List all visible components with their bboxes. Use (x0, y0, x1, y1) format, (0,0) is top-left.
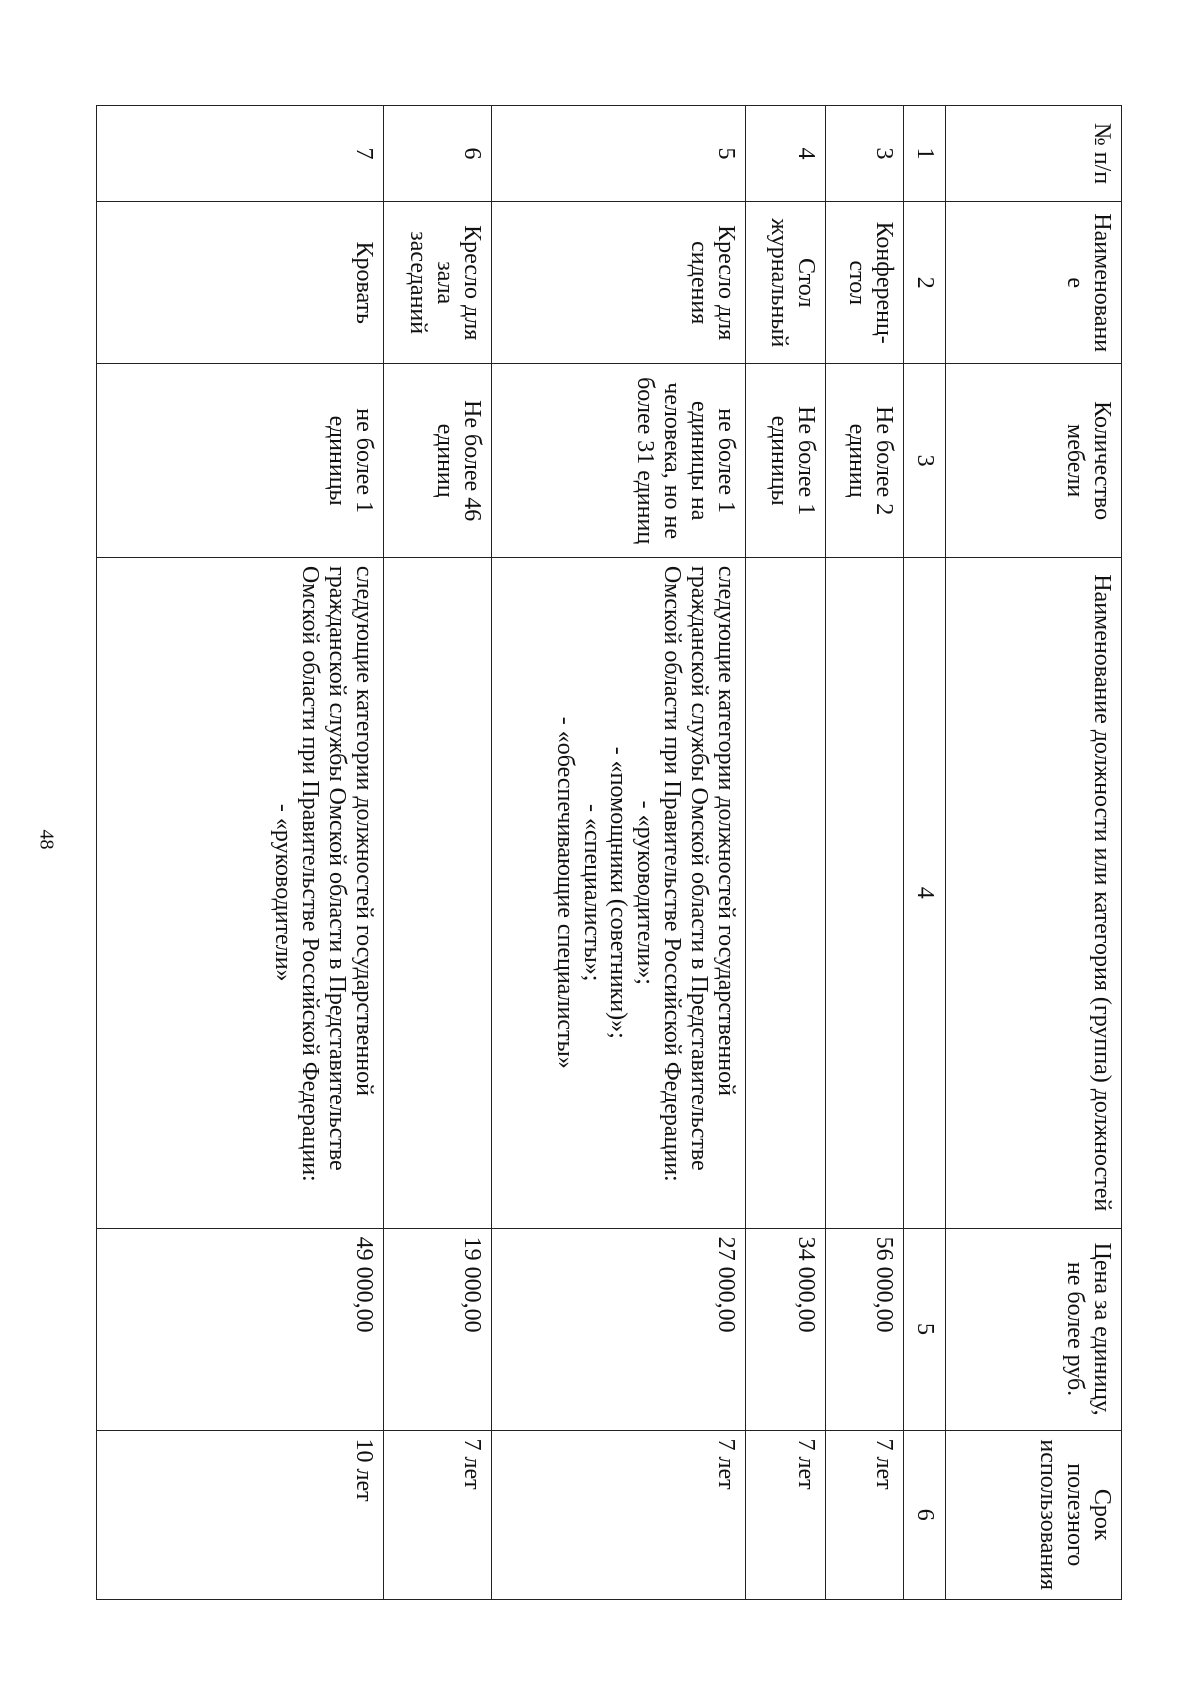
row-category-items (270, 566, 297, 1220)
row-name: Кресло для сидения (492, 202, 746, 364)
row-category-item: - «помощники (советники)»; (605, 746, 632, 1039)
numbering-cell: 1 (904, 106, 946, 202)
row-price: 56 000,00 (826, 1228, 904, 1430)
table-body (97, 106, 904, 1600)
row-price: 27 000,00 (492, 1228, 746, 1430)
row-category (384, 557, 492, 1228)
row-quantity: не более 1 единицы (97, 364, 384, 557)
row-category-items (551, 566, 659, 1220)
header-term: Срок полезного использования (946, 1430, 1122, 1599)
table-row (384, 106, 492, 1600)
row-term: 10 лет (97, 1430, 384, 1599)
row-quantity: Не более 1 единицы (746, 364, 826, 557)
header-name: Наименовани е (946, 202, 1122, 364)
row-category-lead: следующие категории должностей государственной гражданской службы Омской области в Представительстве Омской области при Правительстве Российской Федерации: (659, 565, 739, 1182)
row-quantity: Не более 2 единиц (826, 364, 904, 557)
row-category-item: - «специалисты»; (578, 804, 605, 982)
row-category (746, 557, 826, 1228)
row-price: 49 000,00 (97, 1228, 384, 1430)
furniture-norms-table (96, 105, 1122, 1600)
rotated-table (176, 105, 1122, 1600)
row-term: 7 лет (492, 1430, 746, 1599)
numbering-cell: 6 (904, 1430, 946, 1599)
numbering-cell: 5 (904, 1228, 946, 1430)
row-num: 7 (97, 106, 384, 202)
row-num: 6 (384, 106, 492, 202)
row-quantity: не более 1 единицы на человека, но не более 31 единиц (492, 364, 746, 557)
row-name: Кровать (97, 202, 384, 364)
row-category-item: - «обеспечивающие специалисты» (551, 716, 578, 1069)
row-term: 7 лет (384, 1430, 492, 1599)
row-term: 7 лет (826, 1430, 904, 1599)
table-row (826, 106, 904, 1600)
table-row (97, 106, 384, 1600)
row-category (492, 557, 746, 1228)
row-category-item: - «руководители»; (632, 800, 659, 985)
row-quantity: Не более 46 единиц (384, 364, 492, 557)
table-row (746, 106, 826, 1600)
numbering-cell: 3 (904, 364, 946, 557)
header-row (946, 106, 1122, 1600)
row-price: 34 000,00 (746, 1228, 826, 1430)
row-category-lead: следующие категории должностей государственной гражданской службы Омской области в Представительстве Омской области при Правительстве Российской Федерации: (297, 565, 377, 1182)
row-category (97, 557, 384, 1228)
numbering-cell: 2 (904, 202, 946, 364)
row-num: 5 (492, 106, 746, 202)
row-name: Стол журнальный (746, 202, 826, 364)
numbering-row (904, 106, 946, 1600)
row-name: Кресло для зала заседаний (384, 202, 492, 364)
row-num: 4 (746, 106, 826, 202)
row-name: Конференц-стол (826, 202, 904, 364)
page-number: 48 (35, 829, 58, 850)
header-num: № п/п (946, 106, 1122, 202)
row-price: 19 000,00 (384, 1228, 492, 1430)
numbering-cell: 4 (904, 557, 946, 1228)
row-category (826, 557, 904, 1228)
table-container (176, 105, 1122, 1600)
header-quantity: Количество мебели (946, 364, 1122, 557)
table-row (492, 106, 746, 1600)
header-category: Наименование должности или категория (группа) должностей (946, 557, 1122, 1228)
row-term: 7 лет (746, 1430, 826, 1599)
row-category-item: - «руководители» (270, 803, 297, 982)
row-num: 3 (826, 106, 904, 202)
header-price: Цена за единицу, не более руб. (946, 1228, 1122, 1430)
